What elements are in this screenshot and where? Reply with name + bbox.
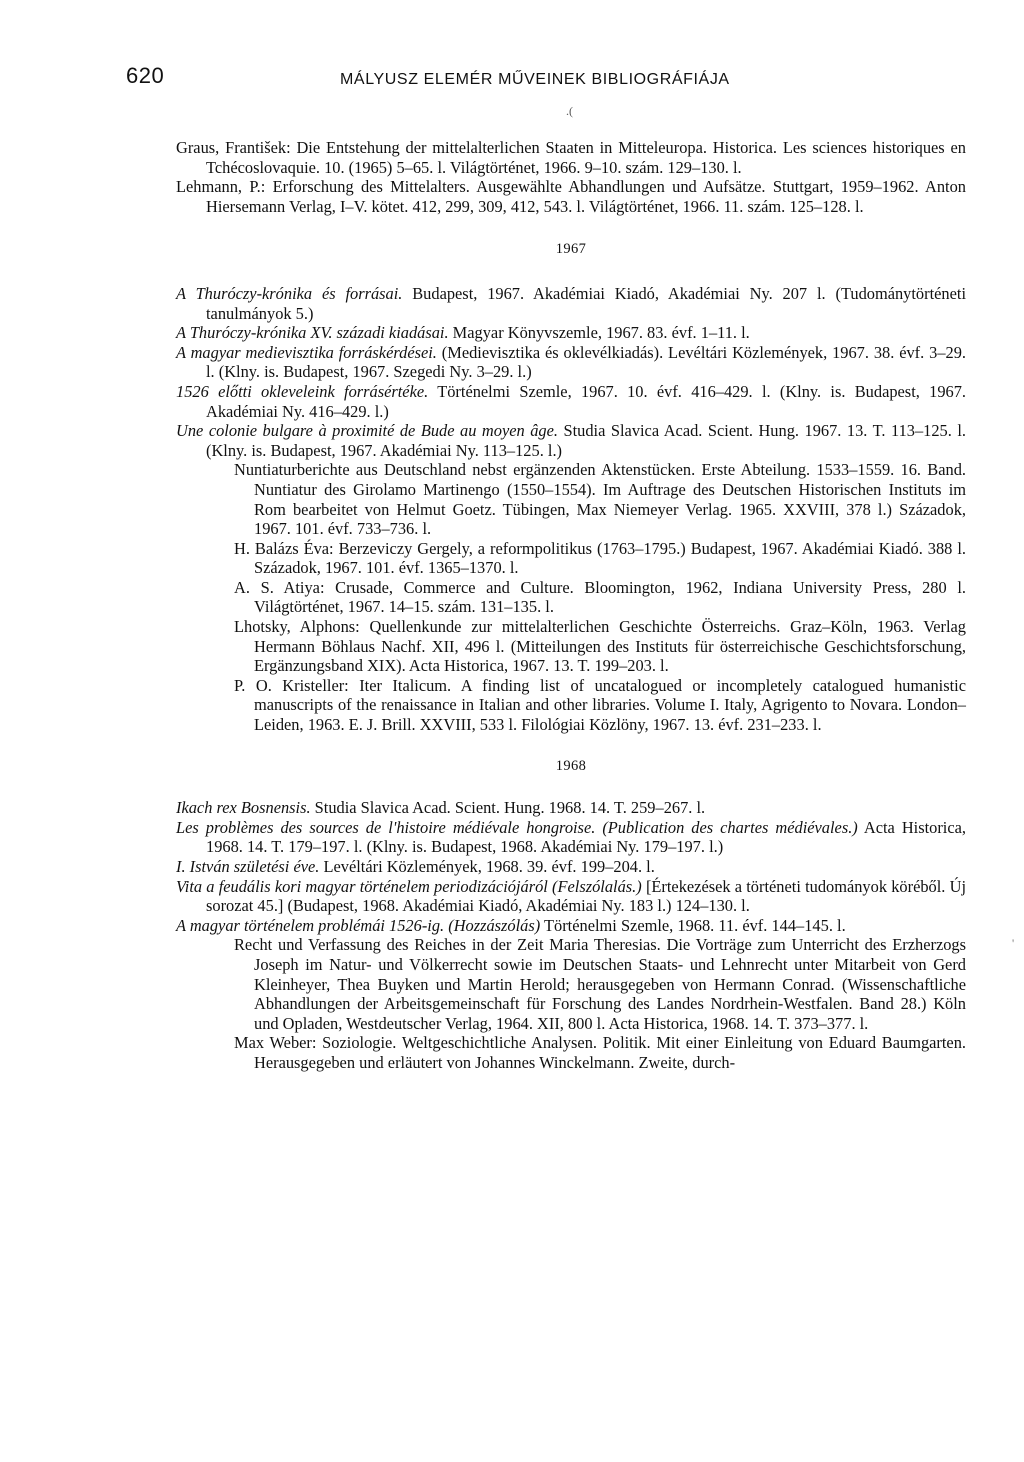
entry-details: Levéltári Közlemények, 1968. 39. évf. 199–204. l. [319, 857, 655, 876]
bibliography-entry [176, 323, 966, 343]
entry-title: Ikach rex Bosnensis. [176, 798, 311, 818]
bibliography-column [176, 138, 966, 1073]
bibliography-entry [176, 421, 966, 460]
entry-title: A magyar történelem problémái 1526-ig. (Hozzászólás) [176, 915, 541, 935]
entry-title: Une colonie bulgare à proximité de Bude au moyen âge. [176, 421, 558, 441]
running-title: MÁLYUSZ ELEMÉR MŰVEINEK BIBLIOGRÁFIÁJA [340, 71, 730, 88]
bibliography-entry [176, 818, 966, 857]
review-entry: A. S. Atiya: Crusade, Commerce and Culture. Bloomington, 1962, Indiana University Press, 280 l. Világtörténet, 1967. 14–15. szám. 131–135. l. [234, 577, 966, 617]
entry-details: Budapest, 1967. Akadémiai Kiadó, Akadémiai Ny. 207 l. (Tudománytörténeti tanulmányok 5.) [206, 283, 966, 323]
page-number: 620 [126, 63, 165, 88]
entry-details: Acta Historica, 1968. 14. T. 179–197. l. (Klny. is. Budapest, 1968. Akadémiai Ny. 179–197. l.) [206, 817, 966, 857]
bibliography-entry [176, 284, 966, 323]
entry-title: Vita a feudális kori magyar történelem periodizációjáról (Felszólalás.) [176, 876, 642, 896]
review-entry: Lhotsky, Alphons: Quellenkunde zur mittelalterlichen Geschichte Österreichs. Graz–Köln, 1963. Verlag Hermann Böhlaus Nachf. XII, 496 l. (Mitteilungen des Instituts für österreichische Geschichtsforschung, Ergänzungsband XIX). Acta Historica, 1967. 13. T. 199–203. l. [234, 617, 966, 676]
bibliography-entry [176, 877, 966, 916]
bibliography-entry [176, 382, 966, 421]
year-heading: 1967 [555, 241, 587, 258]
entry-title: A Thuróczy-krónika és forrásai. [176, 283, 403, 303]
entry-title: A magyar medievisztika forráskérdései. [176, 342, 437, 362]
stray-mark: ' [1012, 936, 1015, 950]
entry-title: 1526 előtti okleveleink forrásértéke. [176, 381, 429, 401]
year-heading: 1968 [555, 757, 587, 774]
entry-details: Történelmi Szemle, 1967. 10. évf. 416–429. l. (Klny. is. Budapest, 1967. Akadémiai Ny. 416–429. l.) [206, 381, 967, 421]
entry-title: A Thuróczy-krónika XV. századi kiadásai. [176, 323, 449, 343]
review-entry: Nuntiaturberichte aus Deutschland nebst ergänzenden Aktenstücken. Erste Abteilung. 1533–1559. 16. Band. Nuntiatur des Girolamo Martinengo (1550–1554). Im Auftrage des Deutschen Historischen Instituts im Rom bearbeitet von Helmut Goetz. Tübingen, Max Niemeyer Verlag. 1965. XXVIII, 378 l.) Századok, 1967. 101. évf. 733–736. l. [234, 460, 966, 539]
entry-title: I. István születési éve. [176, 857, 320, 876]
stray-mark: .( [566, 104, 573, 118]
entry-details: (Medievisztika és oklevélkiadás). Levéltári Közlemények, 1967. 38. évf. 3–29. l. (Klny. is. Budapest, 1967. Szegedi Ny. 3–29. l.) [206, 342, 966, 382]
review-entry: P. O. Kristeller: Iter Italicum. A finding list of uncatalogued or incompletely catalogued humanistic manuscripts of the renaissance in Italian and other libraries. Volume I. Italy, Agrigento to Novara. London–Leiden, 1963. E. J. Brill. XXVIII, 533 l. Filológiai Közlöny, 1967. 13. évf. 231–233. l. [234, 675, 966, 735]
bibliography-entry: Lehmann, P.: Erforschung des Mittelalters. Ausgewählte Abhandlungen und Aufsätze. Stuttgart, 1959–1962. Anton Hiersemann Verlag, I–V. kötet. 412, 299, 309, 412, 543. l. Világtörténet, 1966. 11. szám. 125–128. l. [176, 177, 966, 216]
entry-details: Studia Slavica Acad. Scient. Hung. 1967. 13. T. 113–125. l. (Klny. is. Budapest, 1967. Akadémiai Ny. 113–125. l.) [206, 421, 966, 460]
entry-details: Történelmi Szemle, 1968. 11. évf. 144–145. l. [540, 915, 846, 935]
bibliography-entry: Graus, František: Die Entstehung der mittelalterlichen Staaten in Mitteleuropa. Historica. Les sciences historiques en Tchécoslovaquie. 10. (1965) 5–65. l. Világtörténet, 1966. 9–10. szám. 129–130. l. [176, 138, 966, 177]
entry-details: Magyar Könyvszemle, 1967. 83. évf. 1–11. l. [448, 323, 750, 343]
entry-details: [Értekezések a történeti tudományok köréből. Új sorozat 45.] (Budapest, 1968. Akadémiai Kiadó, Akadémiai Ny. 183 l.) 124–130. l. [206, 876, 966, 916]
review-entry: H. Balázs Éva: Berzeviczy Gergely, a reformpolitikus (1763–1795.) Budapest, 1967. Akadémiai Kiadó. 388 l. Századok, 1967. 101. évf. 1365–1370. l. [234, 538, 966, 578]
bibliography-entry [176, 916, 966, 936]
bibliography-entry [176, 857, 966, 877]
bibliography-entry [176, 343, 966, 382]
bibliography-entry [176, 798, 966, 818]
entry-title: Les problèmes des sources de l'histoire médiévale hongroise. (Publication des chartes médiévales.) [176, 817, 858, 837]
entry-details: Studia Slavica Acad. Scient. Hung. 1968. 14. T. 259–267. l. [310, 798, 706, 818]
review-entry: Recht und Verfassung des Reiches in der Zeit Maria Theresias. Die Vorträge zum Unterricht des Erzherzogs Joseph im Natur- und Völkerrecht sowie im Deutschen Staats- und Lehnrecht unter Mitarbeit von Gerd Kleinheyer, Thea Buyken und Martin Herold; herausgegeben von Hermann Conrad. (Wissenschaftliche Abhandlungen der Arbeitsgemeinschaft für Forschung des Landes Nordrhein-Westfalen. Band 28.) Köln und Opladen, Westdeutscher Verlag, 1964. XII, 800 l. Acta Historica, 1968. 14. T. 373–377. l. [234, 935, 966, 1033]
review-entry: Max Weber: Soziologie. Weltgeschichtliche Analysen. Politik. Mit einer Einleitung von Eduard Baumgarten. Herausgegeben und erläutert von Johannes Winckelmann. Zweite, durch- [234, 1033, 966, 1072]
